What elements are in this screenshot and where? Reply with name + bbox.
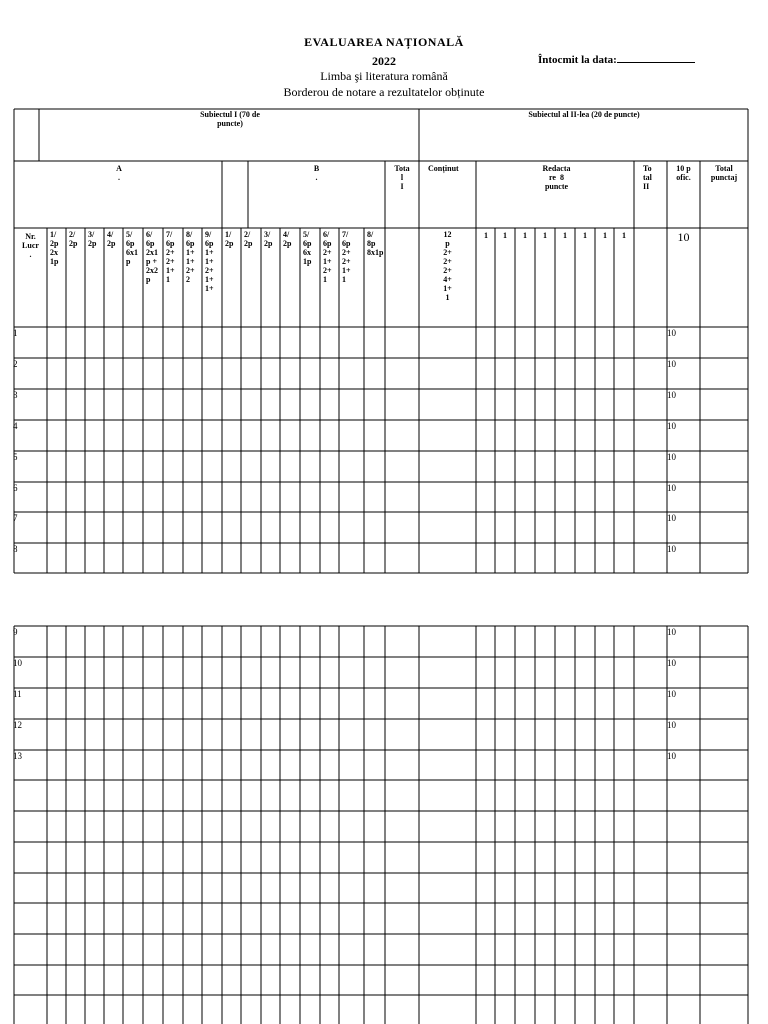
row-number: 7 [13, 513, 18, 523]
row-number: 5 [13, 452, 18, 462]
column-header-a5: 5/ 6p 6x1 p [126, 230, 138, 266]
row-oficiu-value: 10 [667, 720, 676, 730]
subiect1-header: Subiectul I (70 de puncte) [200, 110, 260, 128]
total-general-header: Total punctaj [710, 164, 738, 182]
row-oficiu-value: 10 [667, 513, 676, 523]
column-header-b6: 6/ 6p 2+ 1+ 2+ 1 [323, 230, 332, 284]
document-year: 2022 [372, 54, 396, 68]
column-header-b1: 1/ 2p [225, 230, 234, 248]
column-header-a3: 3/ 2p [88, 230, 97, 248]
redactare-point-6: 1 [583, 231, 587, 240]
nr-lucr-header: Nr. Lucr . [22, 232, 39, 259]
row-number: 1 [13, 328, 18, 338]
subiect2-header: Subiectul al II-lea (20 de puncte) [528, 110, 640, 119]
row-oficiu-value: 10 [667, 751, 676, 761]
row-oficiu-value: 10 [667, 452, 676, 462]
redactare-point-3: 1 [523, 231, 527, 240]
row-number: 4 [13, 421, 18, 431]
continut-points: 12 p 2+ 2+ 2+ 4+ 1+ 1 [443, 230, 452, 302]
row-oficiu-value: 10 [667, 359, 676, 369]
row-number: 2 [13, 359, 18, 369]
row-number: 9 [13, 627, 18, 637]
row-number: 13 [13, 751, 22, 761]
subject-name: Limba şi literatura română [320, 69, 448, 83]
column-header-b5: 5/ 6p 6x 1p [303, 230, 312, 266]
row-oficiu-value: 10 [667, 544, 676, 554]
column-header-a9: 9/ 6p 1+ 1+ 2+ 1+ 1+ [205, 230, 214, 293]
column-header-a2: 2/ 2p [69, 230, 78, 248]
row-number: 8 [13, 544, 18, 554]
row-number: 12 [13, 720, 22, 730]
continut-header: Conținut [428, 164, 459, 173]
column-header-a8: 8/ 6p 1+ 1+ 2+ 2 [186, 230, 195, 284]
section-a-header: A . [116, 164, 122, 182]
oficiu-points: 10 [677, 230, 690, 244]
column-header-b3: 3/ 2p [264, 230, 273, 248]
oficiu-header: 10 p ofic. [676, 164, 691, 182]
column-header-b8: 8/ 8p 8x1p [367, 230, 384, 257]
total2-header: To tal II [643, 164, 652, 191]
row-oficiu-value: 10 [667, 658, 676, 668]
section-b-header: B . [313, 164, 320, 182]
date-label: Întocmit la data: [538, 54, 617, 66]
document-subtitle: Borderou de notare a rezultatelor obținute [283, 85, 485, 99]
redactare-point-1: 1 [484, 231, 488, 240]
column-header-b7: 7/ 6p 2+ 2+ 1+ 1 [342, 230, 351, 284]
redactare-point-2: 1 [503, 231, 507, 240]
redactare-header: Redacta re 8 puncte [542, 164, 571, 191]
column-header-a6: 6/ 6p 2x1 p + 2x2 p [146, 230, 158, 284]
column-header-a4: 4/ 2p [107, 230, 116, 248]
redactare-point-7: 1 [603, 231, 607, 240]
row-number: 10 [13, 658, 22, 668]
row-oficiu-value: 10 [667, 421, 676, 431]
row-oficiu-value: 10 [667, 328, 676, 338]
total1-header: Tota l I [394, 164, 410, 191]
redactare-point-8: 1 [622, 231, 626, 240]
column-header-a7: 7/ 6p 2+ 2+ 1+ 1 [166, 230, 175, 284]
redactare-point-5: 1 [563, 231, 567, 240]
row-number: 11 [13, 689, 22, 699]
row-oficiu-value: 10 [667, 627, 676, 637]
row-oficiu-value: 10 [667, 483, 676, 493]
document-title: EVALUAREA NAȚIONALĂ [304, 35, 464, 49]
redactare-point-4: 1 [543, 231, 547, 240]
row-oficiu-value: 10 [667, 689, 676, 699]
row-number: 3 [13, 390, 18, 400]
row-oficiu-value: 10 [667, 390, 676, 400]
row-number: 6 [13, 483, 18, 493]
column-header-a1: 1/ 2p 2x 1p [50, 230, 59, 266]
column-header-b2: 2/ 2p [244, 230, 253, 248]
column-header-b4: 4/ 2p [283, 230, 292, 248]
